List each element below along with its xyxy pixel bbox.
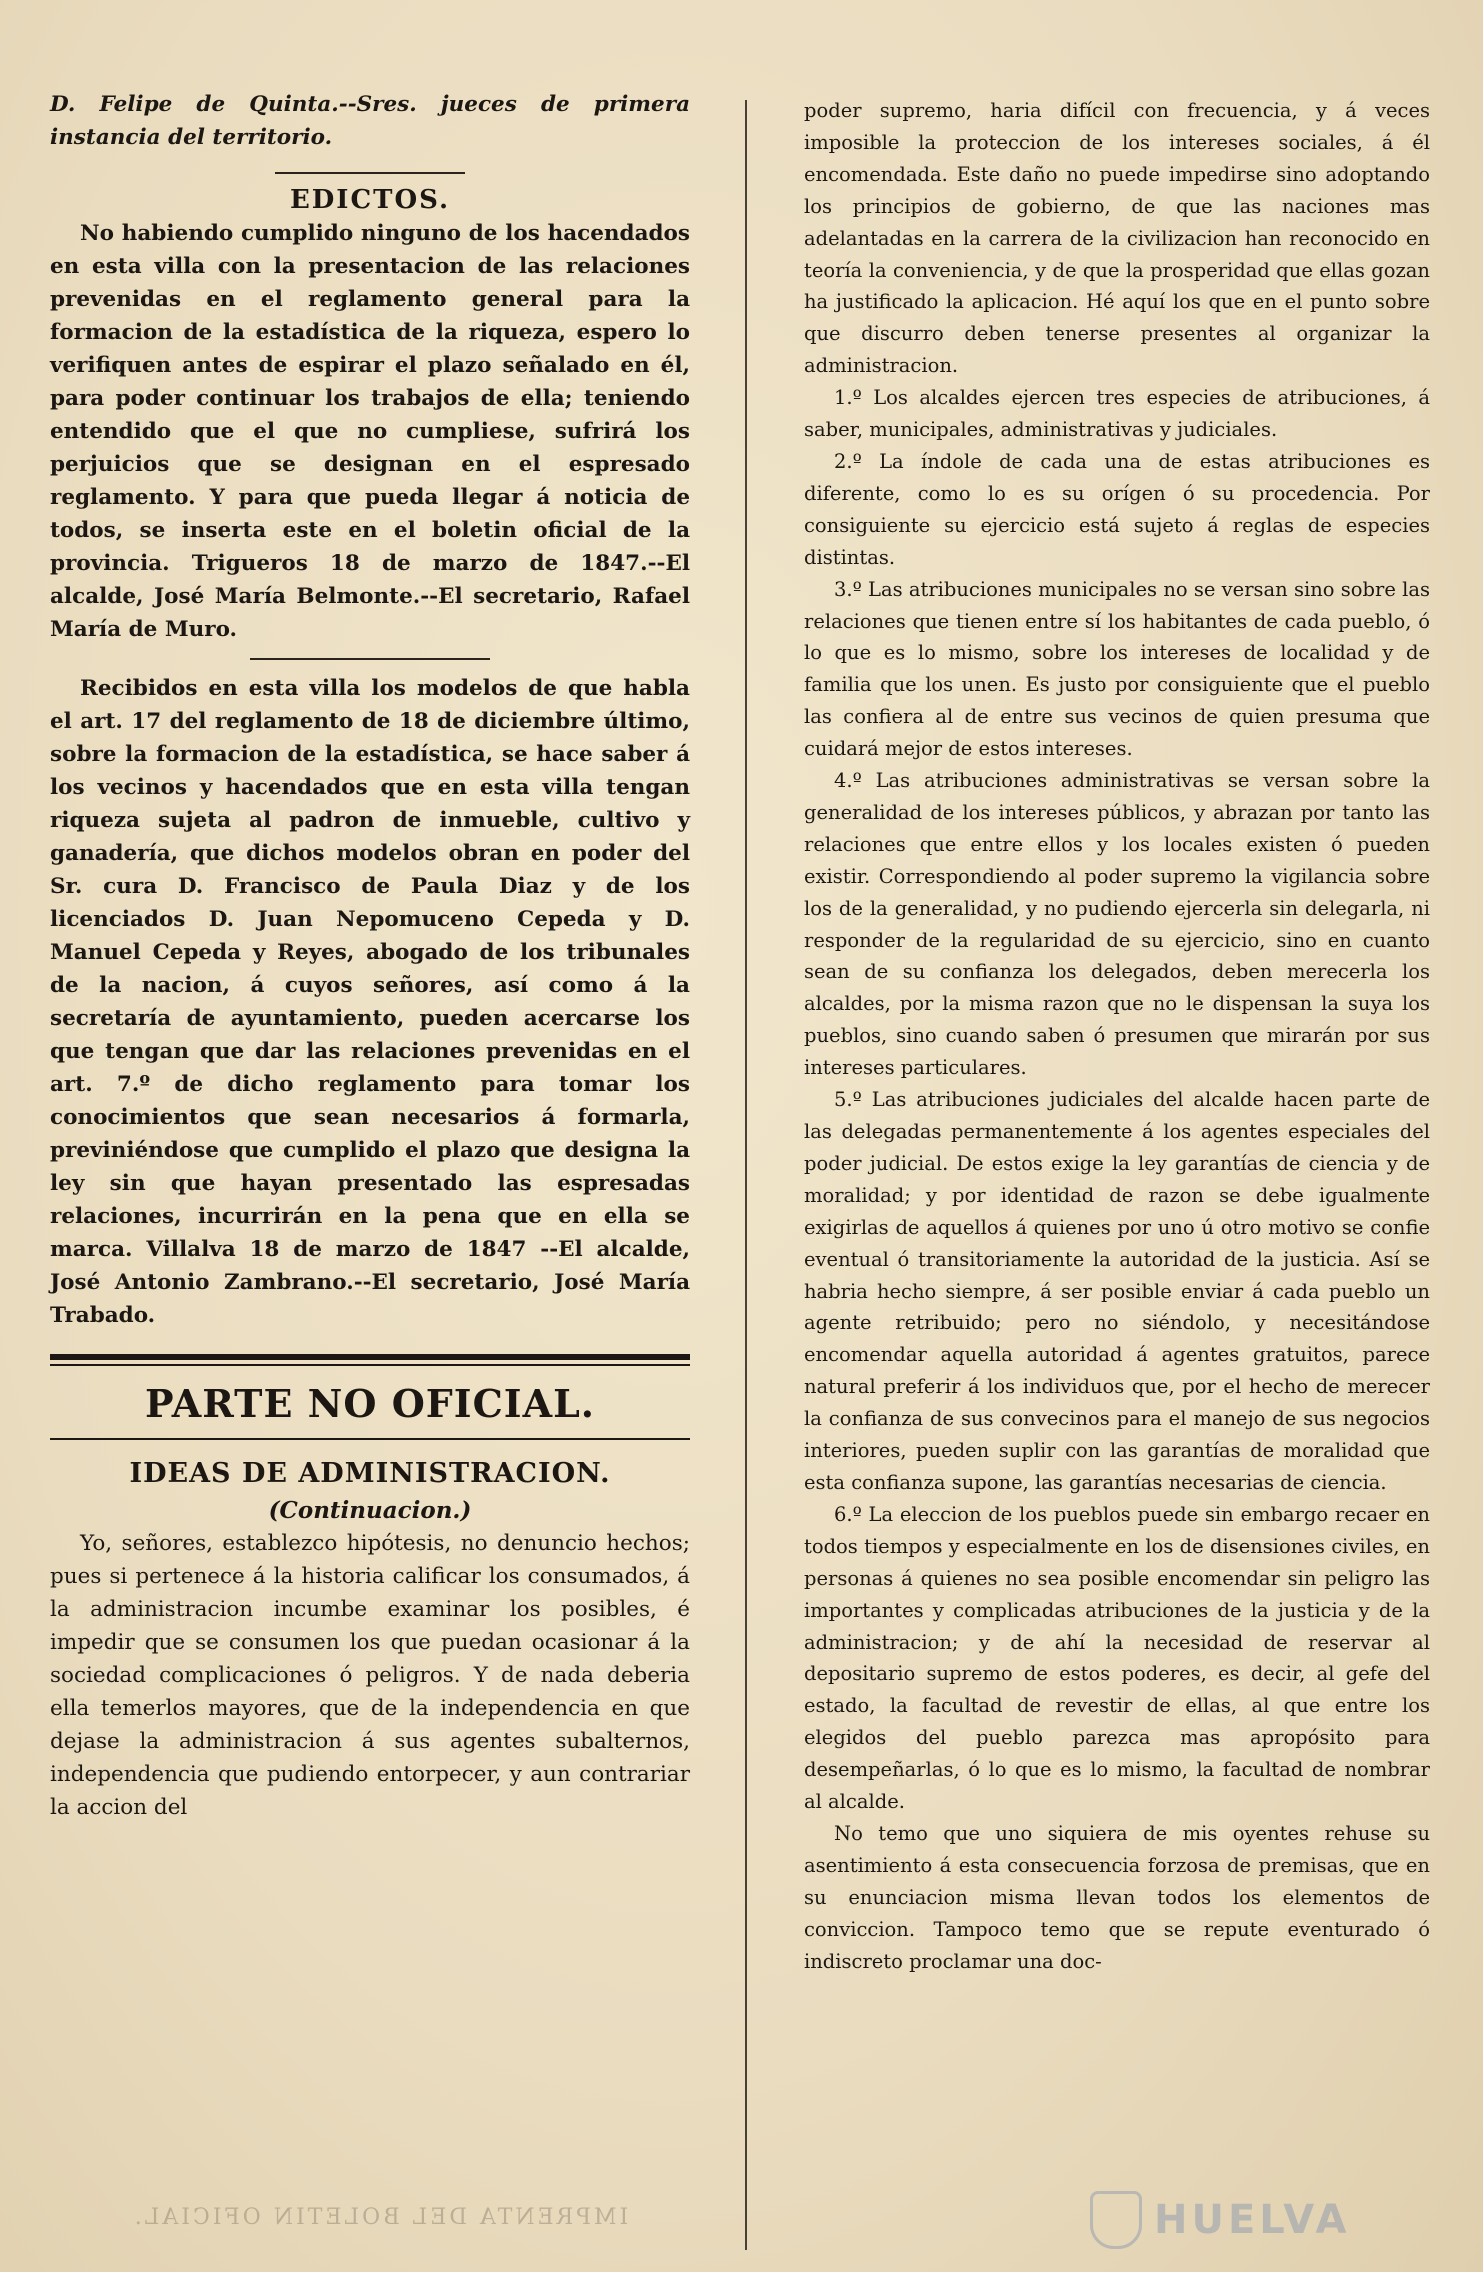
short-divider <box>275 172 465 174</box>
short-divider-2 <box>250 658 490 660</box>
thin-rule <box>50 1364 690 1366</box>
stamp-text: HUELVA <box>1154 2197 1351 2243</box>
intro-paragraph: poder supremo, haria difícil con frecuencia, y á veces imposible la proteccion de los intereses sociales, á él encomendada. Este daño no puede impedirse sino adoptando los principios de gobierno, de que las naciones mas adelantadas en la carrera de la civilizacion han reconocido en teoría la conveniencia, y de que la prosperidad que ellas gozan ha justificado la aplicacion. Hé aquí los que en el punto sobre que discurro deben tenerse presentes al organizar la administracion. <box>804 99 1430 378</box>
point-2: 2.º La índole de cada una de estas atribuciones es diferente, como lo es su orígen ó su procedencia. Por consiguiente su ejercicio está sujeto á reglas de especies distintas. <box>804 449 1430 569</box>
point-4: 4.º Las atribuciones administrativas se versan sobre la generalidad de los intereses públicos, y abrazan por tanto las relaciones que entre ellos y los locales existen ó pueden existir. Correspondiendo al poder supremo la vigilancia sobre los de la generalidad, y no pudiendo ejercerla sin delegarla, ni responder de la regularidad de su ejercicio, sino en cuanto sean de su confianza los delegados, deben merecerla los alcaldes, por la misma razon que no le dispensan la suya los pueblos, sino cuando saben ó presumen que mirarán por sus intereses particulares. <box>804 769 1430 1080</box>
column-divider <box>745 100 747 2250</box>
point-5: 5.º Las atribuciones judiciales del alcalde hacen parte de las delegadas permanentemente á los agentes especiales del poder judicial. De estos exige la ley garantías de ciencia y de moralidad; y por identidad de razon se debe igualmente exigirlas de aquellos á quienes por uno ú otro motivo se confie eventual ó transitoriamente la autoridad de la justicia. Así se habria hecho siempre, á ser posible enviar á cada pueblo un agente retribuido; pero no siéndolo, y necesitándose encomendar aquella autoridad á agentes gratuitos, parece natural preferir á los individuos que, por el hecho de merecer la confianza de sus convecinos para el manejo de sus negocios interiores, pueden suplir con las garantías de moralidad que esta confianza supone, las garantías necesarias de ciencia. <box>804 1088 1430 1494</box>
parte-no-oficial-heading: PARTE NO OFICIAL. <box>144 1381 596 1426</box>
ideas-paragraph: Yo, señores, establezco hipótesis, no denuncio hechos; pues si pertenece á la historia calificar los consumados, á la administracion incumbe examinar los posibles, é impedir que se consumen los que puedan ocasionar á la sociedad complicaciones ó peligros. Y de nada deberia ella temerlos mayores, que de la independencia en que dejase la administracion á sus agentes subalternos, independencia que pudiendo entorpecer, y aun contrariar la accion del <box>50 1531 690 1820</box>
mid-rule <box>50 1438 690 1440</box>
archive-stamp <box>1090 2185 1450 2255</box>
shield-icon <box>1090 2191 1142 2249</box>
closing-paragraph: No temo que uno siquiera de mis oyentes rehuse su asentimiento á esta consecuencia forzosa de premisas, que en su enunciacion misma llevan todos los elementos de conviccion. Tampoco temo que se repute eventurado ó indiscreto proclamar una doc- <box>804 1821 1430 1973</box>
bleed-through-imprint: IMPRENTA DEL BOLETIN OFICIAL. <box>131 2205 629 2230</box>
edicto-trigueros: No habiendo cumplido ninguno de los hacendados en esta villa con la presentacion de las relaciones prevenidas en el reglamento general para la formacion de la estadística de la riqueza, espero lo verifiquen antes de espirar el plazo señalado en él, para poder continuar los trabajos de ella; teniendo entendido que el que no cumpliese, sufrirá los perjuicios que se designan en el espresado reglamento. Y para que pueda llegar á noticia de todos, se inserta este en el boletin oficial de la provincia. Trigueros 18 de marzo de 1847.--El alcalde, José María Belmonte.--El secretario, Rafael María de Muro. <box>50 221 690 642</box>
point-6: 6.º La eleccion de los pueblos puede sin embargo recaer en todos tiempos y especialmente en los de disensiones civiles, en personas á quienes no sea posible encomendar sin peligro las importantes y complicadas atribuciones de la justicia y de la administracion; y de ahí la necesidad de reservar al depositario supremo de estos poderes, es decir, al gefe del estado, la facultad de revestir de ellas, al que entre los elegidos del pueblo parezca mas apropósito para desempeñarlas, ó lo que es lo mismo, la facultad de nombrar al alcalde. <box>804 1502 1430 1814</box>
right-column <box>804 95 1430 1977</box>
edictos-heading: EDICTOS. <box>289 185 451 215</box>
point-3: 3.º Las atribuciones municipales no se versan sino sobre las relaciones que tienen entre sí los habitantes de cada pueblo, ó lo que es lo mismo, sobre los intereses de localidad y de familia que los unen. Es justo por consiguiente que el pueblo las confiera al de entre sus vecinos de quien presuma que cuidará mejor de estos intereses. <box>804 577 1430 761</box>
continuacion-label: (Continuacion.) <box>268 1497 472 1524</box>
point-1: 1.º Los alcaldes ejercen tres especies de atribuciones, á saber, municipales, administrativas y judiciales. <box>804 386 1430 442</box>
left-column <box>50 88 690 1824</box>
edicto-villalva: Recibidos en esta villa los modelos de que habla el art. 17 del reglamento de 18 de diciembre último, sobre la formacion de la estadística, se hace saber á los vecinos y hacendados que en esta villa tengan riqueza sujeta al padron de inmueble, cultivo y ganadería, que dichos modelos obran en poder del Sr. cura D. Francisco de Paula Diaz y de los licenciados D. Juan Nepomuceno Cepeda y D. Manuel Cepeda y Reyes, abogado de los tribunales de la nacion, á cuyos señores, así como á la secretaría de ayuntamiento, pueden acercarse los que tengan que dar las relaciones prevenidas en el art. 7.º de dicho reglamento para tomar los conocimientos que sean necesarios á formarla, previniéndose que cumplido el plazo que designa la ley sin que hayan presentado las espresadas relaciones, incurrirán en la pena que en ella se marca. Villalva 18 de marzo de 1847 --El alcalde, José Antonio Zambrano.--El secretario, José María Trabado. <box>50 676 690 1328</box>
ideas-heading: IDEAS DE ADMINISTRACION. <box>129 1458 611 1489</box>
thick-rule <box>50 1354 690 1360</box>
opening-line: D. Felipe de Quinta.--Sres. jueces de primera instancia del territorio. <box>50 92 690 150</box>
